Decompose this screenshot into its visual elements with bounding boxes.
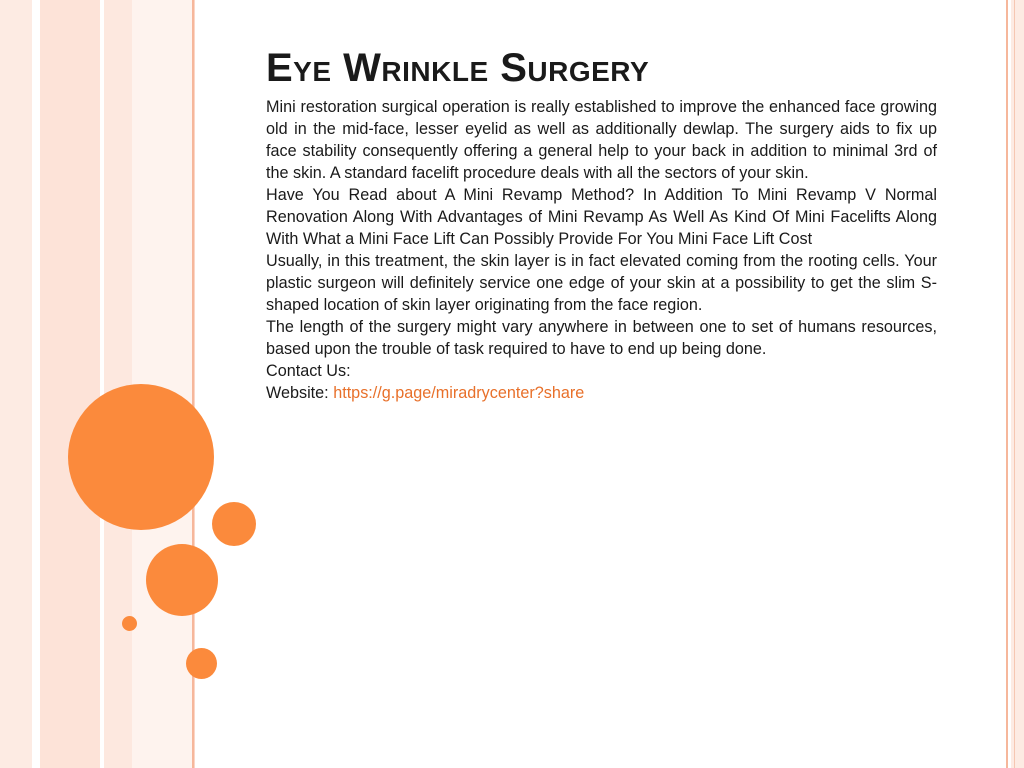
contact-label: Contact Us:: [266, 362, 351, 380]
decorative-circle-tiny: [122, 616, 137, 631]
decorative-stripe: [104, 0, 132, 768]
decorative-stripe: [0, 0, 32, 768]
website-label: Website:: [266, 384, 334, 402]
paragraph-duration: The length of the surgery might vary anywhere in between one to set of humans resources, based upon the trouble of task required to have to end up being done.: [266, 318, 937, 358]
paragraph-treatment: Usually, in this treatment, the skin layer is in fact elevated coming from the rooting cells. Your plastic surgeon will definitely service one edge of your skin at a possibility to get the slim S-shaped location of skin layer originating from the face region.: [266, 252, 937, 314]
right-border-stripe: [1011, 0, 1024, 768]
decorative-stripe: [40, 0, 100, 768]
decorative-circle-small: [212, 502, 256, 546]
website-link[interactable]: https://g.page/miradrycenter?share: [333, 384, 585, 402]
right-border-line: [1014, 0, 1015, 768]
paragraph-mini-revamp: Have You Read about A Mini Revamp Method? In Addition To Mini Revamp V Normal Renovation Along With Advantages of Mini Revamp As Well As Kind Of Mini Facelifts Along With What a Mini Face Lift Can Possibly Provide For You Mini Face Lift Cost: [266, 186, 937, 248]
decorative-circle-small: [186, 648, 217, 679]
website-line: [266, 382, 937, 404]
slide-content: [266, 40, 937, 404]
decorative-stripe: [32, 0, 40, 768]
paragraph-intro: Mini restoration surgical operation is really established to improve the enhanced face growing old in the mid-face, lesser eyelid as well as additionally dewlap. The surgery aids to fix up face stability consequently offering a general help to your back in addition to minimal 3rd of the skin. A standard facelift procedure deals with all the sectors of your skin.: [266, 98, 937, 182]
right-border-line: [1006, 0, 1008, 768]
decorative-circle-large: [68, 384, 214, 530]
decorative-circle-medium: [146, 544, 218, 616]
slide-title: Eye Wrinkle Surgery: [266, 46, 650, 90]
